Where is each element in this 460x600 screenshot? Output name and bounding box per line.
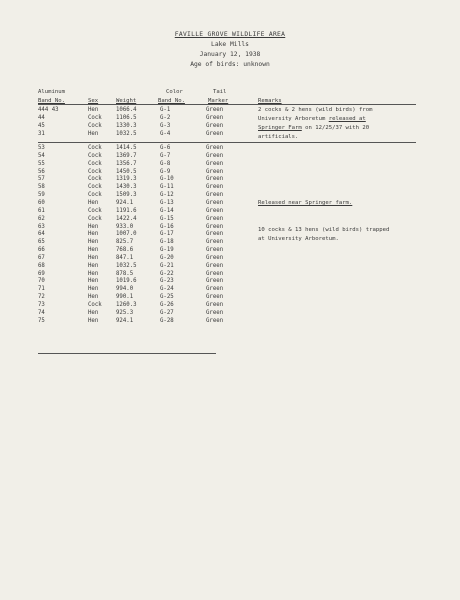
cell-sex: Cock	[88, 122, 102, 129]
remark-2: Released near Springer farm.	[258, 200, 353, 206]
cell-tail-marker: Green	[206, 302, 224, 308]
cell-color-band: G-9	[160, 168, 171, 175]
cell-color-band: G-3	[160, 122, 171, 129]
cell-weight: 924.1	[116, 317, 134, 324]
cell-sex: Cock	[88, 184, 102, 191]
cell-sex: Cock	[88, 192, 102, 199]
cell-weight: 1430.3	[116, 184, 137, 191]
col-weight: Weight	[116, 98, 137, 104]
cell-sex: Hen	[88, 239, 99, 246]
table-row	[38, 122, 238, 130]
cell-sex: Hen	[88, 247, 99, 254]
cell-tail-marker: Green	[206, 223, 224, 230]
cell-weight: 933.0	[116, 223, 134, 230]
cell-tail-marker: Green	[206, 122, 224, 129]
remark-1-part-d: on 12/25/37 with 20	[301, 125, 370, 131]
cell-color-band: G-4	[160, 130, 171, 137]
cell-band-number: 44	[38, 114, 45, 121]
cell-band-number: 64	[38, 231, 45, 238]
remark-1-line-2	[258, 115, 366, 123]
cell-color-band: G-10	[160, 176, 174, 183]
cell-sex: Cock	[88, 207, 102, 214]
cell-weight: 825.7	[116, 239, 134, 246]
cell-tail-marker: Green	[206, 130, 224, 137]
cell-weight: 990.1	[116, 294, 134, 301]
cell-color-band: G-19	[160, 247, 174, 254]
cell-color-band: G-20	[160, 254, 174, 261]
cell-color-band: G-6	[160, 145, 171, 151]
cell-tail-marker: Green	[206, 262, 224, 269]
cell-band-number: 53	[38, 145, 45, 151]
cell-color-band: G-1	[160, 107, 171, 113]
cell-sex: Cock	[88, 168, 102, 175]
cell-tail-marker: Green	[206, 309, 224, 316]
cell-sex: Hen	[88, 254, 99, 261]
cell-sex: Cock	[88, 160, 102, 167]
cell-weight: 1007.0	[116, 231, 137, 238]
table-row	[38, 183, 238, 191]
cell-color-band: G-18	[160, 239, 174, 246]
remark-1-part-b: released at	[328, 116, 366, 122]
table-row	[38, 254, 238, 262]
table-row	[38, 144, 238, 152]
cell-color-band: G-26	[160, 302, 174, 308]
cell-weight: 1509.3	[116, 192, 137, 199]
cell-weight: 1369.7	[116, 152, 137, 159]
header-rule	[38, 104, 416, 105]
cell-color-band: G-8	[160, 160, 171, 167]
cell-tail-marker: Green	[206, 207, 224, 214]
cell-band-number: 72	[38, 294, 45, 301]
cell-band-number: 56	[38, 168, 45, 175]
cell-tail-marker: Green	[206, 184, 224, 191]
table-row	[38, 238, 238, 246]
remark-1-line-4: artificials.	[258, 134, 299, 140]
cell-weight: 1066.4	[116, 107, 137, 113]
table-row	[38, 317, 238, 325]
cell-color-band: G-13	[160, 199, 174, 206]
cell-sex: Hen	[88, 309, 99, 316]
cell-band-number: 57	[38, 176, 45, 183]
cell-weight: 1356.7	[116, 160, 137, 167]
age-note: Age of birds: unknown	[190, 61, 270, 68]
table-row	[38, 207, 238, 215]
cell-color-band: G-27	[160, 309, 174, 316]
col-band-bottom: Band No.	[38, 98, 65, 104]
cell-sex: Hen	[88, 262, 99, 269]
cell-band-number: 68	[38, 262, 45, 269]
cell-weight: 1019.6	[116, 278, 137, 285]
cell-weight: 1450.5	[116, 168, 137, 175]
cell-color-band: G-16	[160, 223, 174, 230]
table-row	[38, 160, 238, 168]
cell-color-band: G-14	[160, 207, 174, 214]
table-row	[38, 199, 238, 207]
col-band-top: Aluminum	[38, 89, 65, 95]
cell-color-band: G-21	[160, 262, 174, 269]
table-row	[38, 246, 238, 254]
cell-color-band: G-28	[160, 317, 174, 324]
cell-sex: Hen	[88, 130, 99, 137]
cell-weight: 768.6	[116, 247, 134, 254]
cell-band-number: 55	[38, 160, 45, 167]
cell-color-band: G-24	[160, 286, 174, 293]
cell-tail-marker: Green	[206, 317, 224, 324]
cell-tail-marker: Green	[206, 247, 224, 254]
cell-weight: 878.5	[116, 270, 134, 277]
cell-weight: 1032.5	[116, 130, 137, 137]
cell-band-number: 66	[38, 247, 45, 254]
cell-tail-marker: Green	[206, 152, 224, 159]
table-row	[38, 168, 238, 176]
cell-tail-marker: Green	[206, 278, 224, 285]
table-row	[38, 223, 238, 231]
cell-color-band: G-11	[160, 184, 174, 191]
cell-sex: Hen	[88, 294, 99, 301]
cell-tail-marker: Green	[206, 215, 224, 222]
cell-tail-marker: Green	[206, 160, 224, 167]
cell-weight: 1319.3	[116, 176, 137, 183]
col-tail-top: Tail	[213, 89, 227, 95]
cell-tail-marker: Green	[206, 270, 224, 277]
cell-sex: Hen	[88, 270, 99, 277]
table-row	[38, 152, 238, 160]
table-row	[38, 270, 238, 278]
cell-weight: 994.0	[116, 286, 134, 293]
table-row	[38, 114, 238, 122]
cell-band-number: 63	[38, 223, 45, 230]
cell-weight: 1032.5	[116, 262, 137, 269]
cell-band-number: 75	[38, 317, 45, 324]
date: January 12, 1938	[199, 51, 261, 58]
cell-band-number: 58	[38, 184, 45, 191]
cell-tail-marker: Green	[206, 199, 224, 206]
cell-sex: Cock	[88, 114, 102, 121]
cell-tail-marker: Green	[206, 168, 224, 175]
cell-band-number: 69	[38, 270, 45, 277]
table-row	[38, 106, 238, 114]
cell-band-number: 61	[38, 207, 45, 214]
cell-sex: Cock	[88, 176, 102, 183]
cell-color-band: G-22	[160, 270, 174, 277]
remark-1-part-c: Springer Farm	[258, 125, 302, 131]
table-row	[38, 309, 238, 317]
cell-band-number: 45	[38, 122, 45, 129]
remark-3-line-2: at University Arboretum.	[258, 236, 339, 242]
cell-sex: Cock	[88, 152, 102, 159]
cell-tail-marker: Green	[206, 294, 224, 301]
cell-sex: Hen	[88, 286, 99, 293]
cell-weight: 1414.5	[116, 145, 137, 151]
table-row	[38, 277, 238, 285]
remark-1-line-3	[258, 124, 369, 132]
table-row	[38, 285, 238, 293]
table-row	[38, 215, 238, 223]
cell-band-number: 444 43	[38, 107, 59, 113]
table-row	[38, 301, 238, 309]
cell-tail-marker: Green	[206, 254, 224, 261]
cell-color-band: G-23	[160, 278, 174, 285]
cell-sex: Hen	[88, 199, 99, 206]
table-row	[38, 262, 238, 270]
cell-band-number: 54	[38, 152, 45, 159]
bottom-rule	[38, 353, 216, 354]
cell-band-number: 73	[38, 302, 45, 308]
cell-color-band: G-2	[160, 114, 171, 121]
cell-band-number: 67	[38, 254, 45, 261]
cell-sex: Hen	[88, 223, 99, 230]
cell-color-band: G-15	[160, 215, 174, 222]
cell-tail-marker: Green	[206, 114, 224, 121]
cell-color-band: G-25	[160, 294, 174, 301]
cell-sex: Hen	[88, 231, 99, 238]
cell-weight: 1330.3	[116, 122, 137, 129]
cell-weight: 925.3	[116, 309, 134, 316]
cell-tail-marker: Green	[206, 145, 224, 151]
table-row	[38, 293, 238, 301]
cell-band-number: 71	[38, 286, 45, 293]
table-row	[38, 191, 238, 199]
cell-color-band: G-12	[160, 192, 174, 199]
table-row	[38, 230, 238, 238]
cell-sex: Cock	[88, 215, 102, 222]
col-color-top: Color	[166, 89, 183, 95]
cell-band-number: 70	[38, 278, 45, 285]
cell-weight: 847.1	[116, 254, 134, 261]
group-rule	[38, 142, 416, 143]
cell-tail-marker: Green	[206, 176, 224, 183]
remark-1-line-1: 2 cocks & 2 hens (wild birds) from	[258, 107, 373, 113]
cell-tail-marker: Green	[206, 107, 224, 113]
cell-band-number: 60	[38, 199, 45, 206]
cell-weight: 924.1	[116, 199, 134, 206]
col-sex: Sex	[88, 98, 99, 104]
cell-sex: Cock	[88, 302, 102, 308]
cell-band-number: 31	[38, 130, 45, 137]
remark-3-line-1: 10 cocks & 13 hens (wild birds) trapped	[258, 227, 390, 233]
document-title: FAVILLE GROVE WILDLIFE AREA	[174, 31, 286, 38]
cell-tail-marker: Green	[206, 192, 224, 199]
col-color-bottom: Band No.	[158, 98, 185, 104]
cell-weight: 1191.6	[116, 207, 137, 214]
cell-band-number: 62	[38, 215, 45, 222]
cell-sex: Hen	[88, 107, 99, 113]
cell-sex: Hen	[88, 317, 99, 324]
cell-band-number: 74	[38, 309, 45, 316]
cell-weight: 1422.4	[116, 215, 137, 222]
cell-sex: Hen	[88, 278, 99, 285]
table-row	[38, 175, 238, 183]
col-tail-bottom: Marker	[208, 98, 229, 104]
cell-color-band: G-7	[160, 152, 171, 159]
cell-band-number: 59	[38, 192, 45, 199]
remark-1-part-a: University Arboretum	[258, 116, 329, 122]
cell-tail-marker: Green	[206, 231, 224, 238]
table-row	[38, 130, 238, 138]
location: Lake Mills	[211, 41, 249, 48]
cell-tail-marker: Green	[206, 286, 224, 293]
cell-weight: 1106.5	[116, 114, 137, 121]
cell-band-number: 65	[38, 239, 45, 246]
cell-weight: 1260.3	[116, 302, 137, 308]
cell-tail-marker: Green	[206, 239, 224, 246]
cell-color-band: G-17	[160, 231, 174, 238]
cell-sex: Cock	[88, 145, 102, 151]
col-remarks: Remarks	[258, 98, 282, 104]
